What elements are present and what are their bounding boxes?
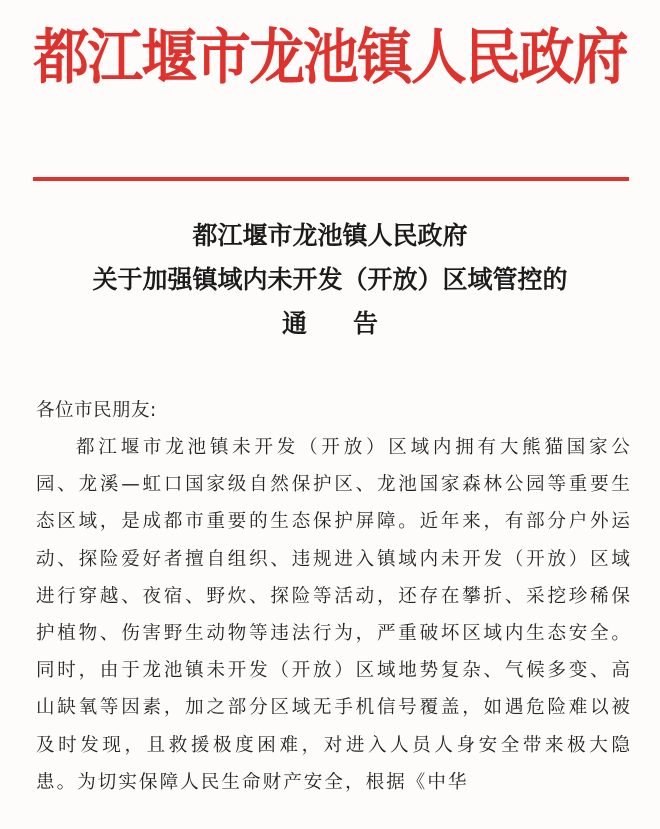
issuing-authority-header: 都江堰市龙池镇人民政府 xyxy=(33,23,627,93)
salutation: 各位市民朋友: xyxy=(36,400,157,421)
notice-body xyxy=(36,392,632,801)
red-divider-line xyxy=(33,177,629,181)
title-line-1: 都江堰市龙池镇人民政府 xyxy=(192,221,468,250)
body-paragraph: 都江堰市龙池镇未开发（开放）区域内拥有大熊猫国家公园、龙溪—虹口国家级自然保护区、龙池国家森林公园等重要生态区域，是成都市重要的生态保护屏障。近年来，有部分户外运动、探险爱好者擅自组织、违规进入镇域内未开发（开放）区域进行穿越、夜宿、野炊、探险等活动，还存在攀折、采挖珍稀保护植物、伤害野生动物等违法行为，严重破坏区域内生态安全。同时，由于龙池镇未开发（开放）区域地势复杂、气候多变、高山缺氧等因素，加之部分区域无手机信号覆盖，如遇危险难以被及时发现，且救援极度困难，对进入人员人身安全带来极大隐患。为切实保障人民生命财产安全，根据《中华 xyxy=(36,437,632,793)
title-line-3: 通告 xyxy=(281,309,424,338)
notice-title xyxy=(0,214,660,346)
title-line-2: 关于加强镇域内未开发（开放）区域管控的 xyxy=(92,265,568,294)
